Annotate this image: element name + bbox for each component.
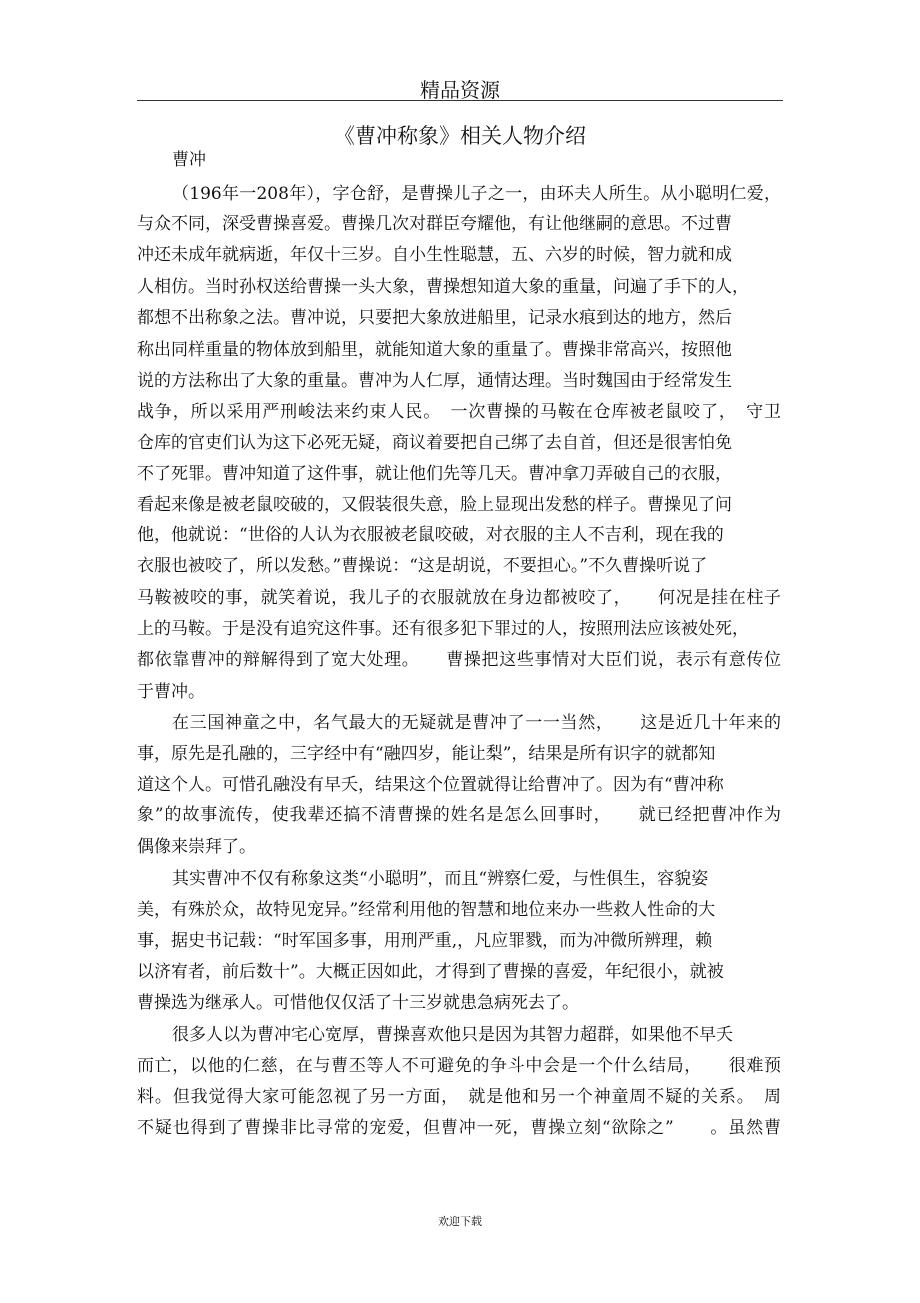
body-text-line: 人相仿。当时孙权送给曹操一头大象，曹操想知道大象的重量，问遍了手下的人， bbox=[137, 277, 749, 297]
body-text-line: 上的马鞍。于是没有追究这件事。还有很多犯下罪过的人，按照刑法应该被处死， bbox=[137, 619, 749, 639]
body-text-line: 与众不同，深受曹操喜爱。曹操几次对群臣夸耀他，有让他继嗣的意思。不过曹 bbox=[137, 214, 732, 234]
page-footer: 欢迎下载 bbox=[438, 1215, 482, 1228]
body-text-line: 他，他就说：“世俗的人认为衣服被老鼠咬破，对衣服的主人不吉利，现在我的 bbox=[137, 525, 724, 545]
body-text-line: 象”的故事流传，使我辈还搞不清曹操的姓名是怎么回事时， 就已经把曹冲作为 bbox=[137, 805, 781, 825]
body-text-line: 于曹冲。 bbox=[137, 682, 205, 702]
body-text-line: 道这个人。可惜孔融没有早夭，结果这个位置就得让给曹冲了。因为有“曹冲称 bbox=[137, 775, 724, 795]
body-text-line: 不疑也得到了曹操非比寻常的宠爱，但曹冲一死，曹操立刻“欲除之” 。虽然曹 bbox=[137, 1118, 781, 1138]
body-text-line: 而亡，以他的仁慈，在与曹丕等人不可避免的争斗中会是一个什么结局， 很难预 bbox=[137, 1056, 781, 1076]
body-text-line: 曹操选为继承人。可惜他仅仅活了十三岁就患急病死去了。 bbox=[137, 993, 579, 1013]
body-text-line: 都依靠曹冲的辩解得到了宽大处理。 曹操把这些事情对大臣们说，表示有意传位 bbox=[137, 650, 781, 670]
body-text-line: 在三国神童之中，名气最大的无疑就是曹冲了一一当然， 这是近几十年来的 bbox=[172, 713, 781, 733]
body-text-line: 衣服也被咬了，所以发愁。”曹操说：“这是胡说，不要担心。”不久曹操听说了 bbox=[137, 556, 708, 576]
body-text-line: 料。但我觉得大家可能忽视了另一方面， 就是他和另一个神童周不疑的关系。 周 bbox=[137, 1087, 781, 1107]
body-text-line: 事，据史书记载：“时军国多事，用刑严重,，凡应罪戮，而为冲微所辨理，赖 bbox=[137, 931, 713, 951]
body-text-line: 仓库的官吏们认为这下必死无疑，商议着要把自己绑了去自首，但还是很害怕免 bbox=[137, 433, 732, 453]
body-text-line: 以济宥者，前后数十”。大概正因如此，才得到了曹操的喜爱，年纪很小，就被 bbox=[137, 962, 724, 982]
body-text-line: 冲还未成年就病逝，年仅十三岁。自小生性聪慧，五、六岁的时候，智力就和成 bbox=[137, 245, 732, 265]
section-heading: 曹冲 bbox=[172, 150, 206, 170]
body-text-line: 马鞍被咬的事，就笑着说，我儿子的衣服就放在身边都被咬了， 何况是挂在柱子 bbox=[137, 588, 781, 608]
body-text-line: 战争，所以采用严刑峻法来约束人民。 一次曹操的马鞍在仓库被老鼠咬了， 守卫 bbox=[137, 402, 781, 422]
body-text-line: （196年一208年），字仓舒，是曹操儿子之一，由环夫人所生。从小聪明仁爱， bbox=[172, 184, 781, 204]
header-divider bbox=[137, 100, 783, 101]
document-title: 《曹冲称象》相关人物介绍 bbox=[334, 124, 586, 148]
body-text-line: 看起来像是被老鼠咬破的，又假装很失意，脸上显现出发愁的样子。曹操见了问 bbox=[137, 495, 732, 515]
body-text-line: 称出同样重量的物体放到船里，就能知道大象的重量了。曹操非常高兴，按照他 bbox=[137, 340, 732, 360]
body-text-line: 很多人以为曹冲宅心宽厚，曹操喜欢他只是因为其智力超群，如果他不早夭 bbox=[172, 1025, 733, 1045]
body-text-line: 美，有殊於众，故特见宠异。”经常利用他的智慧和地位来办一些救人性命的大 bbox=[137, 900, 716, 920]
body-text-line: 偶像来崇拜了。 bbox=[137, 837, 256, 857]
page-header: 精品资源 bbox=[420, 78, 500, 102]
body-text-line: 事，原先是孔融的，三字经中有“融四岁，能让梨”，结果是所有识字的就都知 bbox=[137, 744, 716, 764]
body-text-line: 其实曹冲不仅有称象这类“小聪明”，而且“辨察仁爱，与性俱生，容貌姿 bbox=[172, 869, 709, 889]
body-text-line: 不了死罪。曹冲知道了这件事，就让他们先等几天。曹冲拿刀弄破自己的衣服， bbox=[137, 464, 732, 484]
body-text-line: 说的方法称出了大象的重量。曹冲为人仁厚，通情达理。当时魏国由于经常发生 bbox=[137, 371, 732, 391]
body-text-line: 都想不出称象之法。曹冲说，只要把大象放进船里，记录水痕到达的地方，然后 bbox=[137, 308, 732, 328]
